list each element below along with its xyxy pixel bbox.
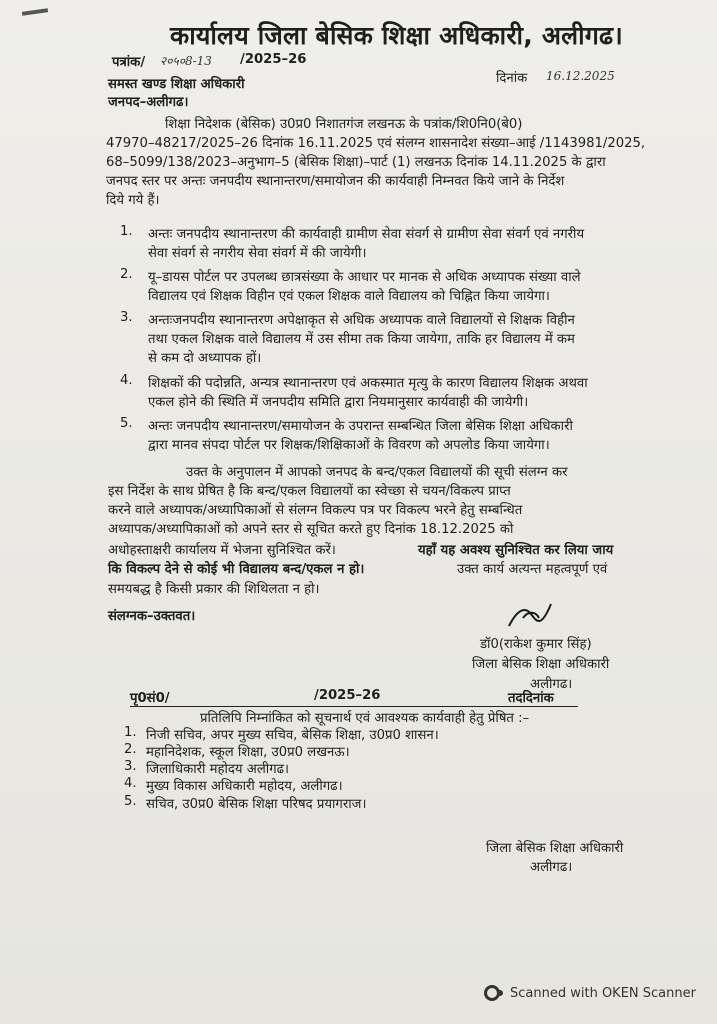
copy-item-number: 4. xyxy=(124,776,137,791)
dinank-label: दिनांक xyxy=(496,71,528,86)
body-bold-line: यहाँ यह अवश्य सुनिश्चित कर लिया जाय xyxy=(418,543,614,558)
intro-line: शिक्षा निदेशक (बेसिक) उ0प्र0 निशातगंज लखनऊ के पत्रांक/शि0नि0(बे0) xyxy=(165,117,523,132)
body-line: उक्त के अनुपालन में आपको जनपद के बन्द/एकल विद्यालयों की सूची संलग्न कर xyxy=(186,465,568,480)
point-number: 1. xyxy=(120,224,133,239)
copy-item-text: सचिव, उ0प्र0 बेसिक शिक्षा परिषद प्रयागराज। xyxy=(146,797,367,812)
body-line: इस निर्देश के साथ प्रेषित है कि बन्द/एकल विद्यालयों का स्वेच्छा से चयन/विकल्प प्राप्त xyxy=(108,484,511,499)
intro-line: 47970–48217/2025–26 दिनांक 16.11.2025 एवं संलग्न शासनादेश संख्या–आई /1143981/2025, xyxy=(106,136,646,151)
signature-scribble xyxy=(505,600,555,632)
patrank-handwritten: २०५०8-13 xyxy=(160,54,212,68)
body-line: अध्यापक/अध्यापिकाओं को अपने स्तर से सूचित करते हुए दिनांक 18.12.2025 को xyxy=(108,522,514,537)
intro-line: जनपद स्तर पर अन्तः जनपदीय स्थानान्तरण/समायोजन की कार्यवाही निम्नवत किये जाने के निर्देश xyxy=(106,174,565,189)
copy-item-text: मुख्य विकास अधिकारी महोदय, अलीगढ। xyxy=(146,779,343,794)
footer-place: अलीगढ। xyxy=(530,860,573,875)
copy-ref-date: तददिनांक xyxy=(508,691,554,706)
body-line: करने वाले अध्यापक/अध्यापिकाओं से संलग्न विकल्प पत्र पर विकल्प भरने हेतु सम्बन्धित xyxy=(108,503,523,518)
copy-ref-year: /2025–26 xyxy=(314,688,381,703)
copy-item-text: निजी सचिव, अपर मुख्य सचिव, बेसिक शिक्षा, उ0प्र0 शासन। xyxy=(146,728,439,743)
signatory-place: अलीगढ। xyxy=(530,677,573,692)
point-text: शिक्षकों की पदोन्नति, अन्यत्र स्थानान्तरण एवं अकस्मात मृत्यु के कारण विद्यालय शिक्षक अथवा xyxy=(148,376,588,391)
point-text: से कम दो अध्यापक हों। xyxy=(148,351,262,366)
body-line: समयबद्ध है किसी प्रकार की शिथिलता न हो। xyxy=(108,582,320,597)
footer-designation: जिला बेसिक शिक्षा अधिकारी xyxy=(486,841,624,856)
copy-item-text: जिलाधिकारी महोदय अलीगढ। xyxy=(146,762,290,777)
scanner-watermark xyxy=(484,985,696,1001)
patrank-year: /2025–26 xyxy=(240,52,307,67)
point-text: अन्तः जनपदीय स्थानान्तरण की कार्यवाही ग्रामीण सेवा संवर्ग से ग्रामीण सेवा संवर्ग एवं नगरीय xyxy=(148,227,585,242)
enclosure-label: संलग्नक–उक्तवत। xyxy=(108,609,196,624)
point-number: 4. xyxy=(120,373,133,388)
copy-item-text: महानिदेशक, स्कूल शिक्षा, उ0प्र0 लखनऊ। xyxy=(146,745,350,760)
point-text: एकल होने की स्थिति में जनपदीय समिति द्वारा नियमानुसार कार्यवाही की जायेगी। xyxy=(148,395,529,410)
point-text: अन्तःजनपदीय स्थानान्तरण अपेक्षाकृत से अधिक अध्यापक वाले विद्यालयों से शिक्षक विहीन xyxy=(148,313,575,328)
point-number: 2. xyxy=(120,267,133,282)
body-line: उक्त कार्य अत्यन्त महत्वपूर्ण एवं xyxy=(457,562,608,577)
copy-intro: प्रतिलिपि निम्नांकित को सूचनार्थ एवं आवश्यक कार्यवाही हेतु प्रेषित :– xyxy=(200,711,530,726)
intro-line: 68–5099/138/2023–अनुभाग–5 (बेसिक शिक्षा)–पार्ट (1) लखनऊ दिनांक 14.11.2025 के द्वारा xyxy=(106,155,606,170)
point-text: द्वारा मानव संपदा पोर्टल पर शिक्षक/शिक्षिकाओं के विवरण को अपलोड किया जायेगा। xyxy=(148,438,550,453)
copy-item-number: 1. xyxy=(124,725,137,740)
signatory-name: डॉ0(राकेश कुमार सिंह) xyxy=(480,637,592,652)
point-number: 3. xyxy=(120,310,133,325)
oken-scanner-icon xyxy=(484,985,500,1001)
point-text: अन्तः जनपदीय स्थानान्तरण/समायोजन के उपरान्त सम्बन्धित जिला बेसिक शिक्षा अधिकारी xyxy=(148,419,573,434)
copy-ref-label: पृ0सं0/ xyxy=(130,691,170,706)
addressee-line1: समस्त खण्ड शिक्षा अधिकारी xyxy=(108,77,245,92)
point-text: विद्यालय एवं शिक्षक विहीन एवं एकल शिक्षक वाले विद्यालय को चिह्नित किया जायेगा। xyxy=(148,289,550,304)
copy-item-number: 2. xyxy=(124,742,137,757)
dinank-handwritten: 16.12.2025 xyxy=(546,69,615,83)
patrank-label: पत्रांक/ xyxy=(112,55,146,70)
body-line: अधोहस्ताक्षरी कार्यालय में भेजना सुनिश्चित करें। xyxy=(108,543,336,558)
body-bold-line: कि विकल्प देने से कोई भी विद्यालय बन्द/एकल न हो। xyxy=(108,562,365,577)
signatory-designation: जिला बेसिक शिक्षा अधिकारी xyxy=(472,657,610,672)
point-text: सेवा संवर्ग से नगरीय सेवा संवर्ग में की जायेगी। xyxy=(148,246,367,261)
point-text: यू–डायस पोर्टल पर उपलब्ध छात्रसंख्या के आधार पर मानक से अधिक अध्यापक संख्या वाले xyxy=(148,270,581,285)
scanner-watermark-text: Scanned with OKEN Scanner xyxy=(510,985,696,1001)
copy-item-number: 3. xyxy=(124,759,137,774)
office-title: कार्यालय जिला बेसिक शिक्षा अधिकारी, अलीगढ। xyxy=(170,21,623,50)
copy-item-number: 5. xyxy=(124,794,137,809)
ref-underline xyxy=(130,706,578,707)
pen-mark xyxy=(22,8,48,16)
point-number: 5. xyxy=(120,416,133,431)
point-text: तथा एकल शिक्षक वाले विद्यालय में उस सीमा तक किया जायेगा, ताकि हर विद्यालय में कम xyxy=(148,332,575,347)
intro-line: दिये गये हैं। xyxy=(106,193,160,208)
addressee-line2: जनपद–अलीगढ। xyxy=(108,95,189,110)
